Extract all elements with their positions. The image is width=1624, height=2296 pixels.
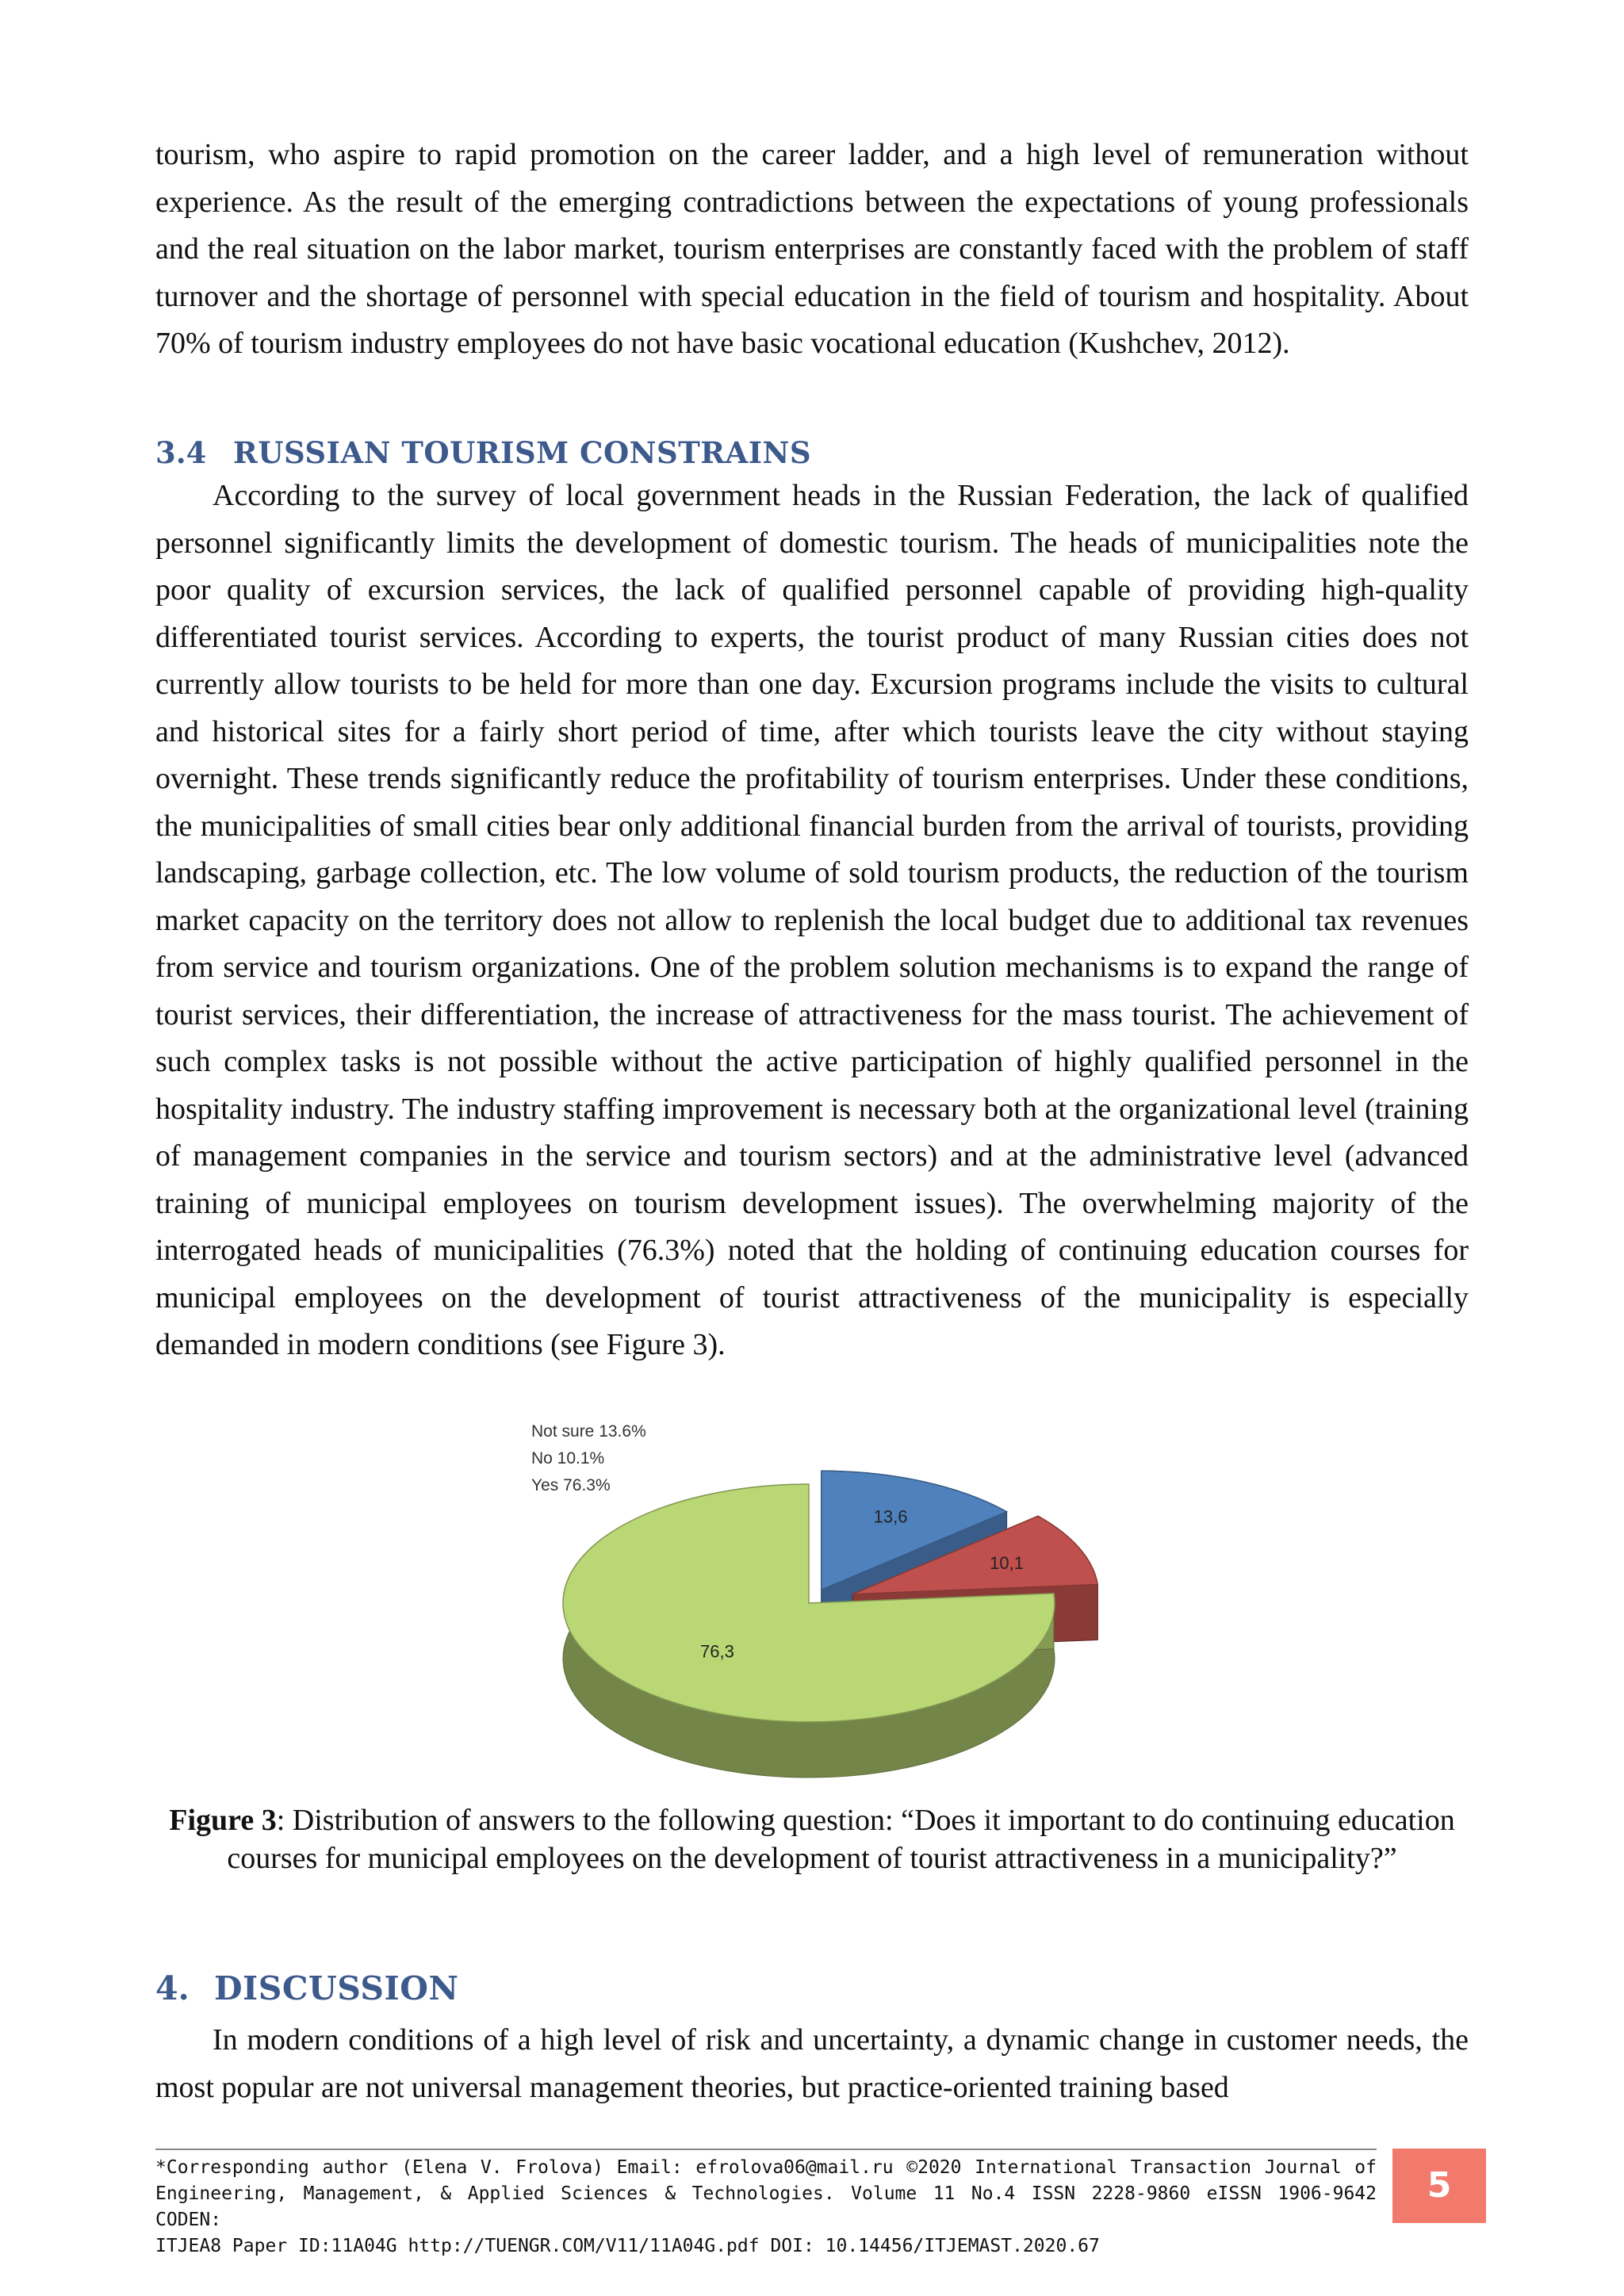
page-number-badge: 5 — [1392, 2149, 1486, 2223]
pie-chart — [476, 1413, 1189, 1785]
section-title: DISCUSSION — [214, 1969, 459, 2007]
section-number: 3.4 — [155, 435, 207, 470]
figure-caption — [155, 1801, 1469, 1877]
footer-line-2: Engineering, Management, & Applied Sciences & Technologies. Volume 11 No.4 ISSN 2228-9860 eISSN 1906-9642 CODEN: — [155, 2183, 1377, 2230]
section-paragraph: According to the survey of local government heads in the Russian Federation, the lack of qualified personnel significantly limits the development of domestic tourism. The heads of municipalities note the poor quality of excursion services, the lack of qualified personnel capable of providing high-quality differentiated tourist services. According to experts, the tourist product of many Russian cities does not currently allow tourists to be held for more than one day. Excursion programs include the visits to cultural and historical sites for a fairly short period of time, after which tourists leave the city without staying overnight. These trends significantly reduce the profitability of tourism enterprises. Under these conditions, the municipalities of small cities bear only additional financial burden from the arrival of tourists, providing landscaping, garbage collection, etc. The low volume of sold tourism products, the reduction of the tourism market capacity on the territory does not allow to replenish the local budget due to additional tax revenues from service and tourism organizations. One of the problem solution mechanisms is to expand the range of tourist services, their differentiation, the increase of attractiveness for the mass tourist. The achievement of such complex tasks is not possible without the active participation of highly qualified personnel in the hospitality industry. The industry staffing improvement is necessary both at the organizational level (training of management companies in the service and tourism sectors) and at the administrative level (advanced training of municipal employees on tourism development issues). The overwhelming majority of the interrogated heads of municipalities (76.3%) noted that the holding of continuing education courses for municipal employees on the development of tourist attractiveness of the municipality is especially demanded in modern conditions (see Figure 3). — [155, 479, 1469, 1361]
section-heading — [155, 1965, 1469, 2012]
pie-data-label: 13,6 — [873, 1506, 908, 1527]
footer-line-3: ITJEA8 Paper ID:11A04G http://TUENGR.COM/V11/11A04G.pdf DOI: 10.14456/ITJEMAST.2020.67 — [155, 2236, 1100, 2256]
footer-line-1: *Corresponding author (Elena V. Frolova) Email: efrolova06@mail.ru ©2020 International Transaction Journal of — [155, 2157, 1377, 2178]
chart-legend — [531, 1422, 646, 1494]
pie-data-label: 76,3 — [700, 1641, 734, 1662]
page-footer — [155, 2149, 1377, 2260]
top-paragraph: tourism, who aspire to rapid promotion on the career ladder, and a high level of remuneration without experience. As the result of the emerging contradictions between the expectations of young professionals and the real situation on the labor market, tourism enterprises are constantly faced with the problem of staff turnover and the shortage of personnel with special education in the field of tourism and hospitality. About 70% of tourism industry employees do not have basic vocational education (Kushchev, 2012). — [155, 138, 1469, 360]
top-paragraph-block — [155, 132, 1469, 368]
section-heading — [155, 433, 1469, 473]
figure-3-chart — [476, 1413, 1189, 1785]
section-3-4 — [155, 433, 1469, 1369]
figure-label: Figure 3 — [169, 1804, 277, 1837]
legend-entry: No 10.1% — [531, 1449, 605, 1468]
section-paragraph: In modern conditions of a high level of risk and uncertainty, a dynamic change in customer needs, the most popular are not universal management theories, but practice-oriented training based — [155, 2023, 1469, 2104]
section-number: 4. — [155, 1969, 190, 2007]
section-title: RUSSIAN TOURISM CONSTRAINS — [233, 435, 812, 470]
legend-entry: Not sure 13.6% — [531, 1422, 646, 1441]
pie-data-label: 10,1 — [990, 1553, 1024, 1574]
section-4 — [155, 1965, 1469, 2111]
figure-caption-text: : Distribution of answers to the following question: “Does it important to do continuing education courses for municipal employees on the development of tourist attractiveness in a municipality?” — [227, 1804, 1455, 1875]
legend-entry: Yes 76.3% — [531, 1476, 611, 1494]
